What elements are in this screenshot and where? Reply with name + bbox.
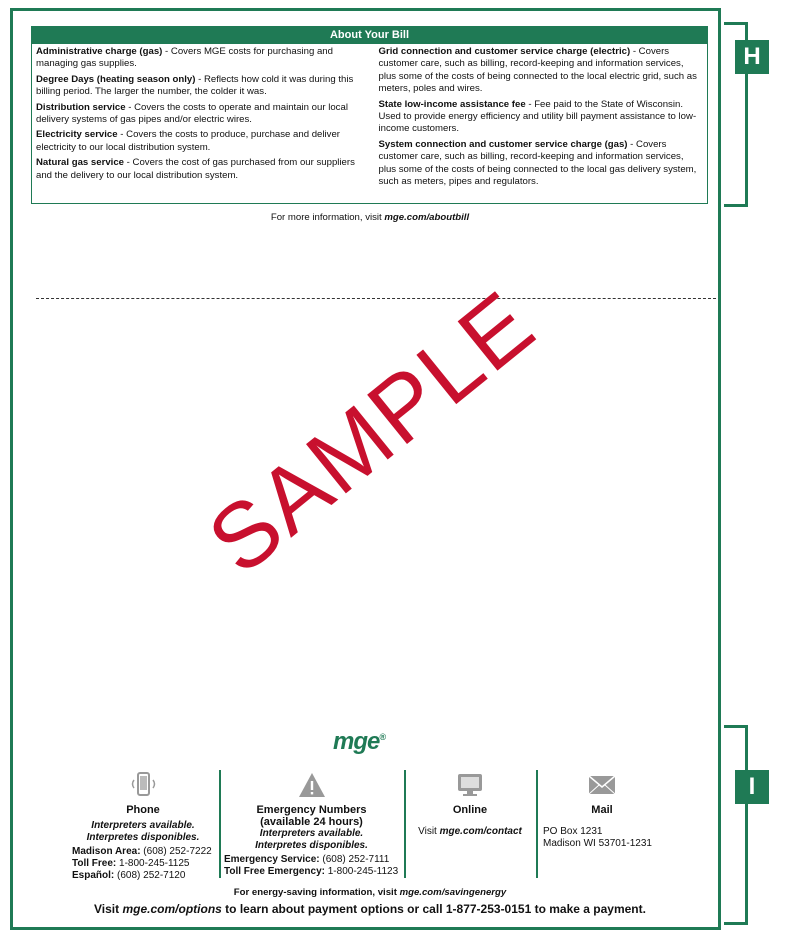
about-right-column xyxy=(375,46,704,191)
emergency-note-en: Interpreters available. xyxy=(259,828,364,839)
about-your-bill-box xyxy=(31,26,708,204)
energy-saving-line: For energy-saving information, visit mge.com/savingenergy xyxy=(233,887,507,898)
about-left-column xyxy=(36,46,375,191)
warning-icon xyxy=(220,770,403,800)
emergency-subtitle: (available 24 hours) xyxy=(260,816,363,828)
more-info-text: For more information, visit xyxy=(270,212,385,223)
options-link[interactable]: mge.com/options xyxy=(122,902,222,916)
tab-badge-i: I xyxy=(735,770,769,804)
tab-badge-h: H xyxy=(735,40,769,74)
mge-logo: mge® xyxy=(333,728,385,755)
sample-watermark: SAMPLE xyxy=(189,271,554,594)
envelope-icon xyxy=(537,770,667,800)
more-info-line xyxy=(0,212,740,223)
online-title: Online xyxy=(452,804,488,816)
phone-note-es: Interpretes disponibles. xyxy=(86,832,200,843)
emergency-column xyxy=(220,770,403,878)
mail-address-line2: Madison WI 53701-1231 xyxy=(543,838,652,849)
emergency-row-tollfree[interactable]: Toll Free Emergency: 1-800-245-1123 xyxy=(224,866,399,877)
phone-row-madison[interactable]: Madison Area: (608) 252-7222 xyxy=(72,846,212,857)
tear-line xyxy=(36,298,716,299)
savingenergy-link[interactable]: mge.com/savingenergy xyxy=(399,887,507,898)
term-electricity-service: Electricity service - Covers the costs to produce, purchase and deliver electricity to our local distribution system. xyxy=(36,129,340,153)
term-degree-days: Degree Days (heating season only) - Reflects how cold it was during this billing period. The larger the number, the colder it was. xyxy=(36,73,354,98)
term-administrative-charge: Administrative charge (gas) - Covers MGE costs for purchasing and managing gas supplies. xyxy=(36,46,333,70)
term-state-low-income-fee: State low-income assistance fee - Fee paid to the State of Wisconsin. Used to provide energy efficiency and utility bill payment assistance to low-income customers. xyxy=(378,98,697,135)
term-distribution-service: Distribution service - Covers the costs to operate and maintain our local delivery systems of gas pipes and/or electric wires. xyxy=(36,101,348,126)
phone-title: Phone xyxy=(126,804,160,816)
computer-icon xyxy=(405,770,535,800)
payment-line: Visit mge.com/options to learn about payment options or call 1-877-253-0151 to make a payment. xyxy=(94,902,646,916)
phone-row-tollfree[interactable]: Toll Free: 1-800-245-1125 xyxy=(72,858,190,869)
term-natural-gas-service: Natural gas service - Covers the cost of gas purchased from our suppliers and the delivery to our local distribution system. xyxy=(36,157,355,181)
aboutbill-link[interactable]: mge.com/aboutbill xyxy=(384,212,470,223)
phone-row-espanol[interactable]: Español: (608) 252-7120 xyxy=(72,870,186,881)
phone-column xyxy=(68,770,218,882)
online-line: Visit mge.com/contact xyxy=(418,826,522,837)
about-your-bill-title: About Your Bill xyxy=(32,27,707,44)
mail-column xyxy=(537,770,667,850)
phone-note-en: Interpreters available. xyxy=(91,820,195,831)
online-column xyxy=(405,770,535,838)
phone-icon xyxy=(68,770,218,800)
term-system-connection: System connection and customer service charge (gas) - Covers customer care, such as billing, record-keeping and information services, plus some of the costs of being connected to the local gas delivery system, such as meters, pipes and regulators. xyxy=(378,138,697,188)
contact-link[interactable]: mge.com/contact xyxy=(439,826,522,837)
mail-title: Mail xyxy=(591,804,613,816)
emergency-note-es: Interpretes disponibles. xyxy=(255,840,368,851)
term-grid-connection: Grid connection and customer service charge (electric) - Covers customer care, such as billing, record-keeping and information services, plus some of the costs of being connected to the local electric grid, such as meters, poles and wires. xyxy=(378,46,697,95)
emergency-title: Emergency Numbers xyxy=(256,804,367,816)
mail-address-line1: PO Box 1231 xyxy=(543,826,603,837)
emergency-row-service[interactable]: Emergency Service: (608) 252-7111 xyxy=(224,854,390,865)
